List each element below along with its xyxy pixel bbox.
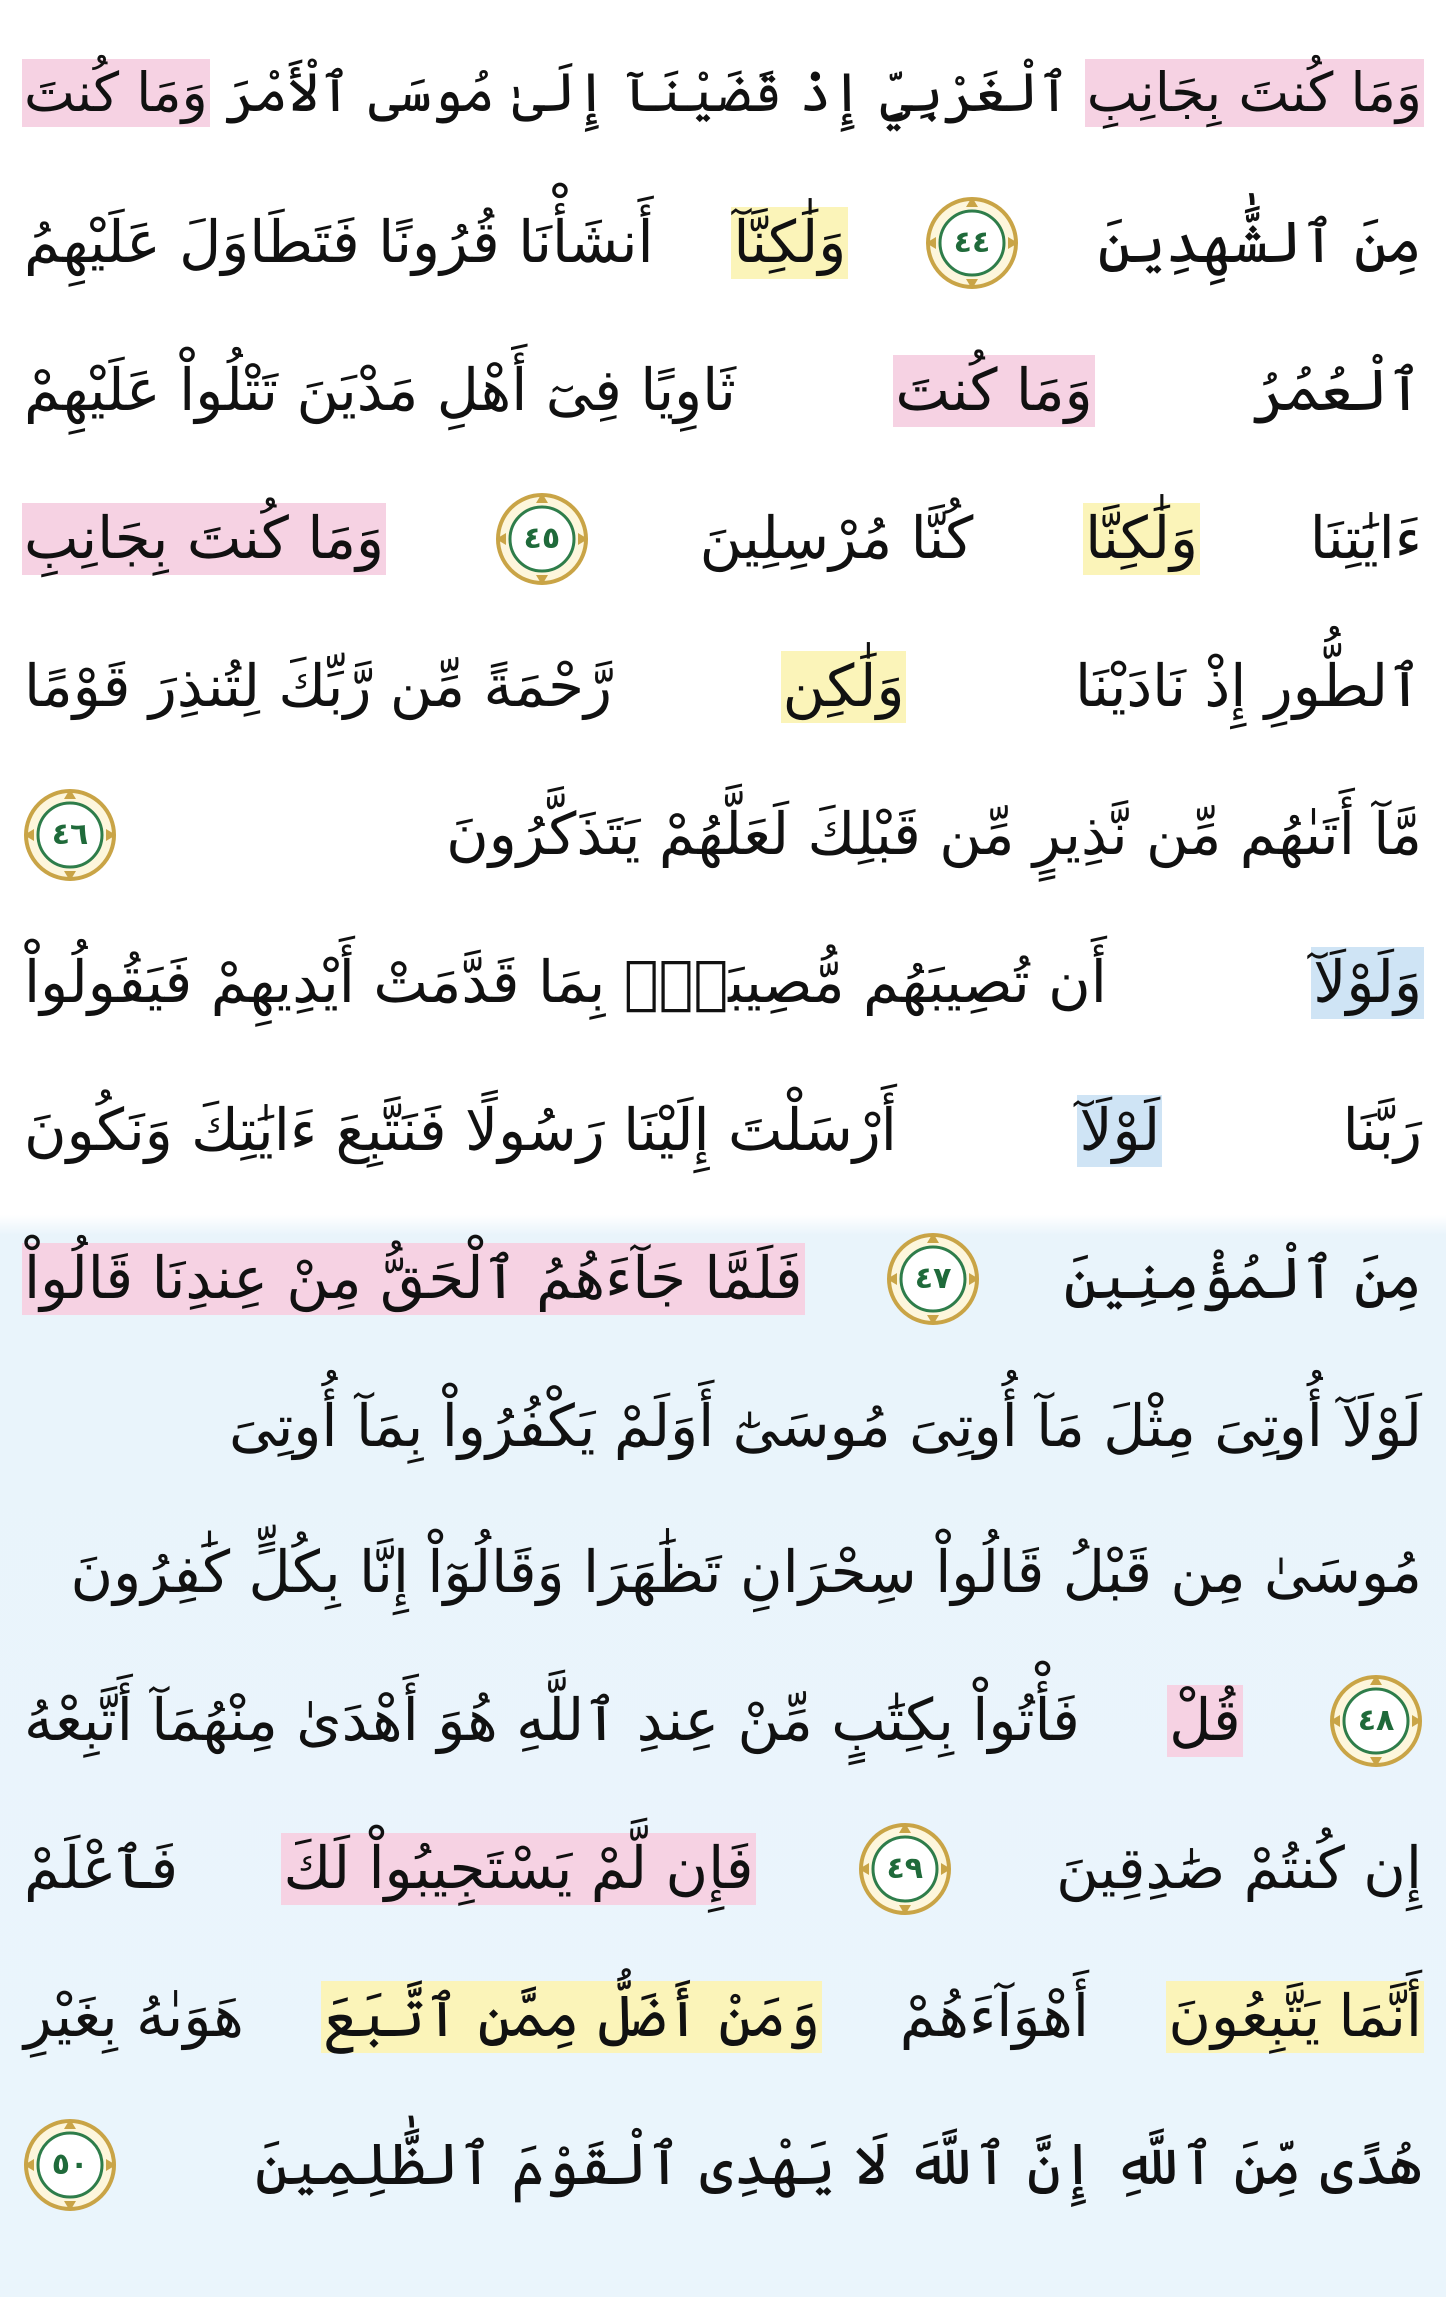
verse-text: ٱلْغَرْبِيِّ إِذْ قَضَيْنَآ إِلَىٰ مُوسَى ٱلْأَمْرَ [224,61,1070,125]
verse-line [22,466,1424,612]
verse-text: إِن كُنتُمْ صَٰدِقِينَ [1056,1834,1422,1903]
highlighted-phrase-yellow: وَلَٰكِنَّا [1083,503,1200,575]
verse-line [22,614,1424,760]
verse-text: فَأْتُواْ بِكِتَٰبٍ مِّنْ عِندِ ٱللَّهِ هُوَ أَهْدَىٰ مِنْهُمَآ أَتَّبِعْهُ [24,1686,1080,1755]
verse-text: ثَاوِيًا فِىٓ أَهْلِ مَدْيَنَ تَتْلُواْ عَلَيْهِمْ [24,356,736,425]
verse-text: هُدًى مِّنَ ٱللَّهِ إِنَّ ٱللَّهَ لَا يَهْدِى ٱلْقَوْمَ ٱلظَّٰلِمِينَ [254,2130,1422,2199]
verse-line [22,1206,1424,1352]
verse-line [22,2092,1424,2238]
verse-text: ءَايَٰتِنَا [1309,504,1422,573]
highlighted-phrase-pink: فَلَمَّا جَآءَهُمُ ٱلْحَقُّ مِنْ عِندِنَا قَالُواْ [22,1243,805,1315]
verse-line [22,170,1424,316]
ayah-number: ٤٧ [914,1261,952,1296]
verse-text: مِنَ ٱلْمُؤْمِنِينَ [1063,1244,1422,1313]
highlighted-phrase-yellow: وَلَٰكِنَّآ [731,207,848,279]
verse-text: مُوسَىٰ مِن قَبْلُ قَالُواْ سِحْرَانِ تَظَٰهَرَا وَقَالُوٓاْ إِنَّا بِكُلٍّ كَٰفِرُونَ [70,1538,1422,1607]
highlighted-phrase-yellow: وَلَٰكِن [781,651,907,723]
highlighted-phrase-yellow: أَنَّمَا يَتَّبِعُونَ [1166,1981,1424,2053]
verse-line [22,762,1424,908]
verse-text: رَّحْمَةً مِّن رَّبِّكَ لِتُنذِرَ قَوْمًا [24,652,613,721]
highlighted-phrase-pink: وَمَا كُنتَ بِجَانِبِ [22,503,386,575]
ayah-number-marker [494,491,590,587]
verse-text: كُنَّا مُرْسِلِينَ [699,504,974,573]
verse-line [22,910,1424,1056]
verse-text: رَبَّنَا [1342,1096,1422,1165]
highlighted-phrase-blue: لَوْلَآ [1077,1095,1162,1167]
ayah-number: ٤٦ [51,817,89,852]
ayah-number-marker [22,787,118,883]
verse-text: ٱلْعُمُرُ [1252,356,1422,425]
highlighted-phrase-pink: وَمَا كُنتَ [22,59,210,126]
verse-text: أَن تُصِيبَهُم مُّصِيبَةٌۢ بِمَا قَدَّمَتْ أَيْدِيهِمْ فَيَقُولُواْ [24,948,1107,1017]
verse-text: لَوْلَآ أُوتِىَ مِثْلَ مَآ أُوتِىَ مُوسَىٰٓ أَوَلَمْ يَكْفُرُواْ بِمَآ أُوتِىَ [228,1392,1422,1461]
verse-text: فَٱعْلَمْ [24,1834,179,1903]
ayah-number-marker [22,2117,118,2213]
highlighted-phrase-blue: وَلَوْلَآ [1311,947,1424,1019]
highlighted-phrase-pink: وَمَا كُنتَ [893,355,1094,427]
verse-line [22,1500,1424,1646]
ayah-number: ٤٥ [523,521,561,556]
ayah-number-marker [924,195,1020,291]
verse-line [22,20,1424,166]
highlighted-phrase-pink: فَإِن لَّمْ يَسْتَجِيبُواْ لَكَ [281,1833,755,1905]
verse-text: مِنَ ٱلشَّٰهِدِينَ [1097,208,1422,277]
verse-text: هَوَىٰهُ بِغَيْرِ [24,1982,244,2051]
ayah-number-marker [857,1821,953,1917]
ayah-number: ٤٩ [886,1851,924,1886]
ayah-number-marker [1328,1673,1424,1769]
verse-line [22,1354,1424,1500]
verse-line [22,1058,1424,1204]
highlighted-phrase-pink: قُلْ [1167,1685,1243,1757]
verse-text: أَرْسَلْتَ إِلَيْنَا رَسُولًا فَنَتَّبِعَ ءَايَٰتِكَ وَنَكُونَ [24,1096,897,1165]
ayah-number-marker [885,1231,981,1327]
ayah-number: ٤٨ [1357,1703,1395,1738]
verse-text: مَّآ أَتَىٰهُم مِّن نَّذِيرٍ مِّن قَبْلِكَ لَعَلَّهُمْ يَتَذَكَّرُونَ [446,800,1422,869]
verse-line [22,1944,1424,2090]
verse-line [22,1648,1424,1794]
verse-text: أَنشَأْنَا قُرُونًا فَتَطَاوَلَ عَلَيْهِمُ [24,208,654,277]
ayah-number: ٤٤ [953,225,991,260]
highlighted-phrase-pink: وَمَا كُنتَ بِجَانِبِ [1085,59,1424,126]
verse-text: أَهْوَآءَهُمْ [899,1982,1090,2051]
highlighted-phrase-yellow: وَمَنْ أَضَلُّ مِمَّنِ ٱتَّبَعَ [321,1981,822,2053]
ayah-number: ٥٠ [51,2147,89,2182]
verse-line [22,318,1424,464]
verse-text: ٱلطُّورِ إِذْ نَادَيْنَا [1075,652,1422,721]
verse-line [22,1796,1424,1942]
